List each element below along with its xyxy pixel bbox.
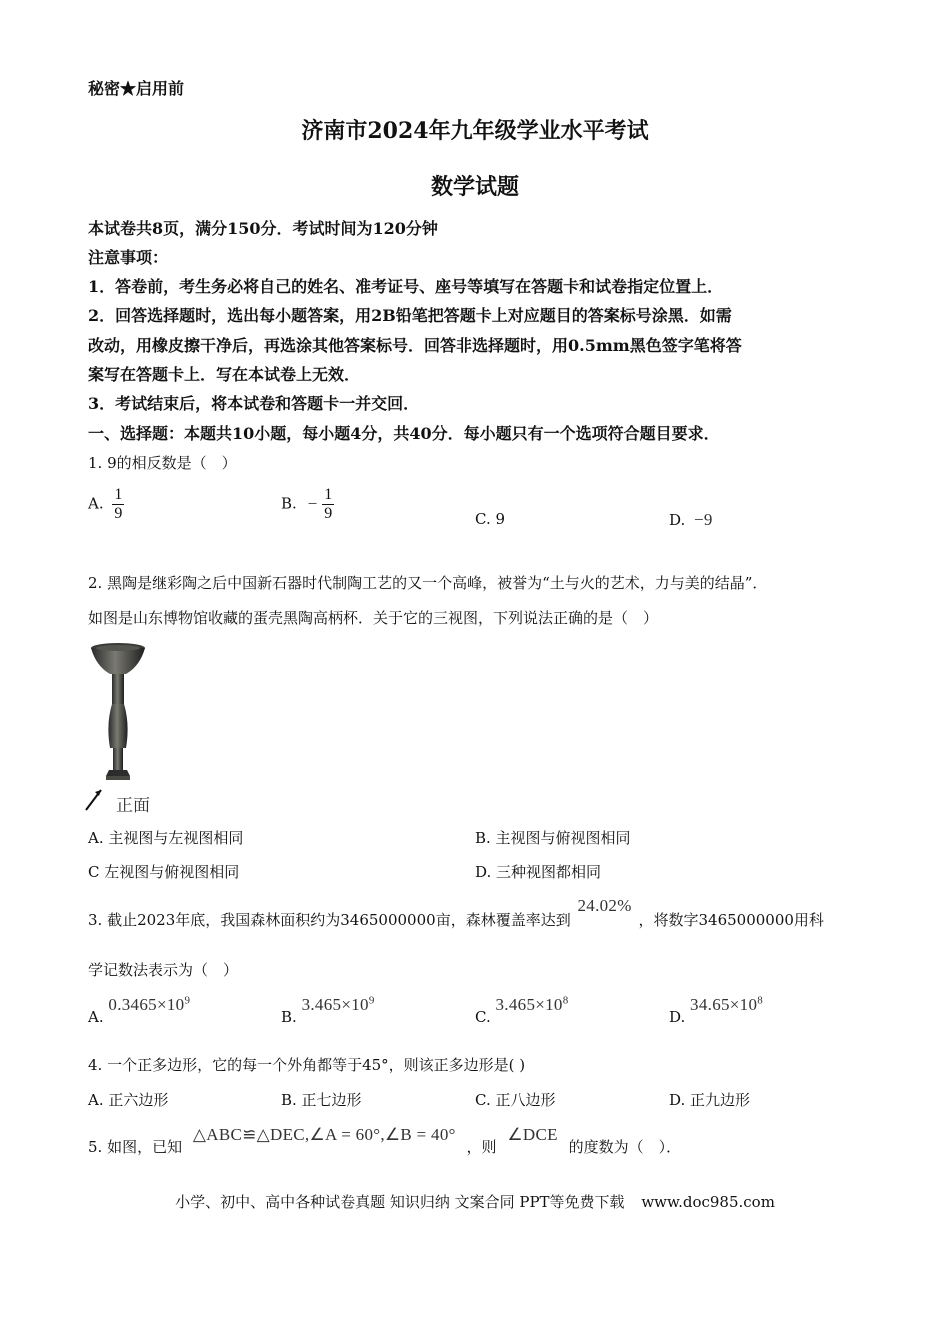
note-item-1: 1．答卷前，考生务必将自己的姓名、准考证号、座号等填写在答题卡和试卷指定位置上． (88, 277, 724, 296)
q5-condition: △ABC≌△DEC,∠A = 60°,∠B = 40° (192, 1125, 456, 1144)
option-label: B. (281, 1007, 297, 1026)
q2-stem-line1: 2. 黑陶是继彩陶之后中国新石器时代制陶工艺的又一个高峰，被誉为“土与火的艺术，力与美的结晶”． (88, 574, 768, 592)
footer-text: 小学、初中、高中各种试卷真题 知识归纳 文案合同 PPT等免费下载 (175, 1193, 625, 1211)
q3-option-a[interactable] (88, 994, 191, 1026)
page-footer (0, 1191, 950, 1212)
exam-title: 济南市2024年九年级学业水平考试 (301, 118, 649, 144)
forest-coverage-rate: 24.02% (577, 896, 632, 915)
note-item-2: 2．回答选择题时，选出每小题答案，用2B铅笔把答题卡上对应题目的答案标号涂黑．如需 (88, 306, 732, 325)
note-item-2-end: 案写在答题卡上．写在本试卷上无效． (88, 365, 361, 384)
option-label: D. (669, 1007, 686, 1026)
fraction (322, 486, 334, 523)
q2-option-d[interactable]: D. 三种视图都相同 (475, 863, 602, 881)
option-value: −9 (694, 510, 713, 529)
notes-heading: 注意事项： (88, 248, 169, 267)
q1-option-a[interactable] (88, 486, 124, 523)
q5-text-part1: 5. 如图，已知 (88, 1138, 183, 1156)
q2-stem-line2: 如图是山东博物馆收藏的蛋壳黑陶高柄杯．关于它的三视图，下列说法正确的是（ ） (88, 609, 659, 627)
exam-intro: 本试卷共8页，满分150分．考试时间为120分钟 (88, 219, 438, 238)
option-label: A. (88, 1007, 104, 1026)
q3-option-d[interactable] (669, 994, 764, 1026)
option-label: A. (88, 494, 104, 513)
exam-subtitle: 数学试题 (430, 174, 519, 200)
option-label: C. (475, 1007, 491, 1026)
q3-text-part1: 3. 截止2023年底，我国森林面积约为3465000000亩，森林覆盖率达到 (88, 911, 571, 929)
option-label: D. (669, 511, 686, 529)
fraction (112, 486, 124, 523)
note-item-2-cont: 改动，用橡皮擦干净后，再选涂其他答案标号．回答非选择题时，用0.5mm黑色签字笔将答 (88, 336, 742, 355)
q2-option-b[interactable]: B. 主视图与俯视图相同 (475, 829, 631, 847)
option-value: $3.465\times 10^8$ (495, 994, 569, 1014)
q5-angle: ∠DCE (507, 1125, 558, 1144)
option-value: $0.3465\times 10^9$ (108, 994, 191, 1014)
q4-option-a[interactable]: A. 正六边形 (88, 1091, 169, 1109)
q5-text-part2: ，则 (466, 1138, 497, 1156)
q4-option-b[interactable]: B. 正七边形 (281, 1091, 362, 1109)
note-item-3: 3．考试结束后，将本试卷和答题卡一并交回． (88, 394, 420, 413)
q4-stem: 4. 一个正多边形，它的每一个外角都等于45°，则该正多边形是( ) (88, 1056, 526, 1074)
q4-option-d[interactable]: D. 正九边形 (669, 1091, 751, 1109)
q3-option-b[interactable] (281, 994, 375, 1026)
q3-stem-line2: 学记数法表示为（ ） (88, 961, 239, 979)
q3-text-part2: ，将数字3465000000用科 (638, 911, 824, 929)
q4-option-c[interactable]: C. 正八边形 (475, 1091, 556, 1109)
q3-option-c[interactable] (475, 994, 569, 1026)
denominator: 9 (114, 505, 123, 522)
q5-text-part3: 的度数为（ ）． (568, 1138, 682, 1156)
minus-sign: − (307, 493, 318, 513)
section-heading: 一、选择题：本题共10小题，每小题4分，共40分．每小题只有一个选项符合题目要求． (88, 424, 720, 443)
numerator: 1 (114, 486, 123, 503)
q1-option-c[interactable]: C. 9 (475, 510, 506, 528)
q3-stem-line1 (88, 896, 824, 930)
front-view-label: 正面 (116, 796, 150, 816)
footer-site-link[interactable]: www.doc985.com (641, 1193, 775, 1211)
q2-option-a[interactable]: A. 主视图与左视图相同 (88, 829, 244, 847)
denominator: 9 (324, 505, 333, 522)
q1-option-d[interactable] (669, 510, 713, 530)
q2-option-c[interactable]: C 左视图与俯视图相同 (88, 863, 240, 881)
secret-label: 秘密★启用前 (88, 79, 185, 98)
option-label: B. (281, 494, 297, 513)
q1-option-b[interactable] (281, 486, 334, 523)
option-value: $3.465\times 10^9$ (301, 994, 375, 1014)
q5-stem (88, 1125, 682, 1157)
numerator: 1 (324, 486, 333, 503)
q1-stem: 1. 9的相反数是（ ） (88, 454, 237, 472)
option-value: $34.65\times 10^8$ (690, 994, 764, 1014)
